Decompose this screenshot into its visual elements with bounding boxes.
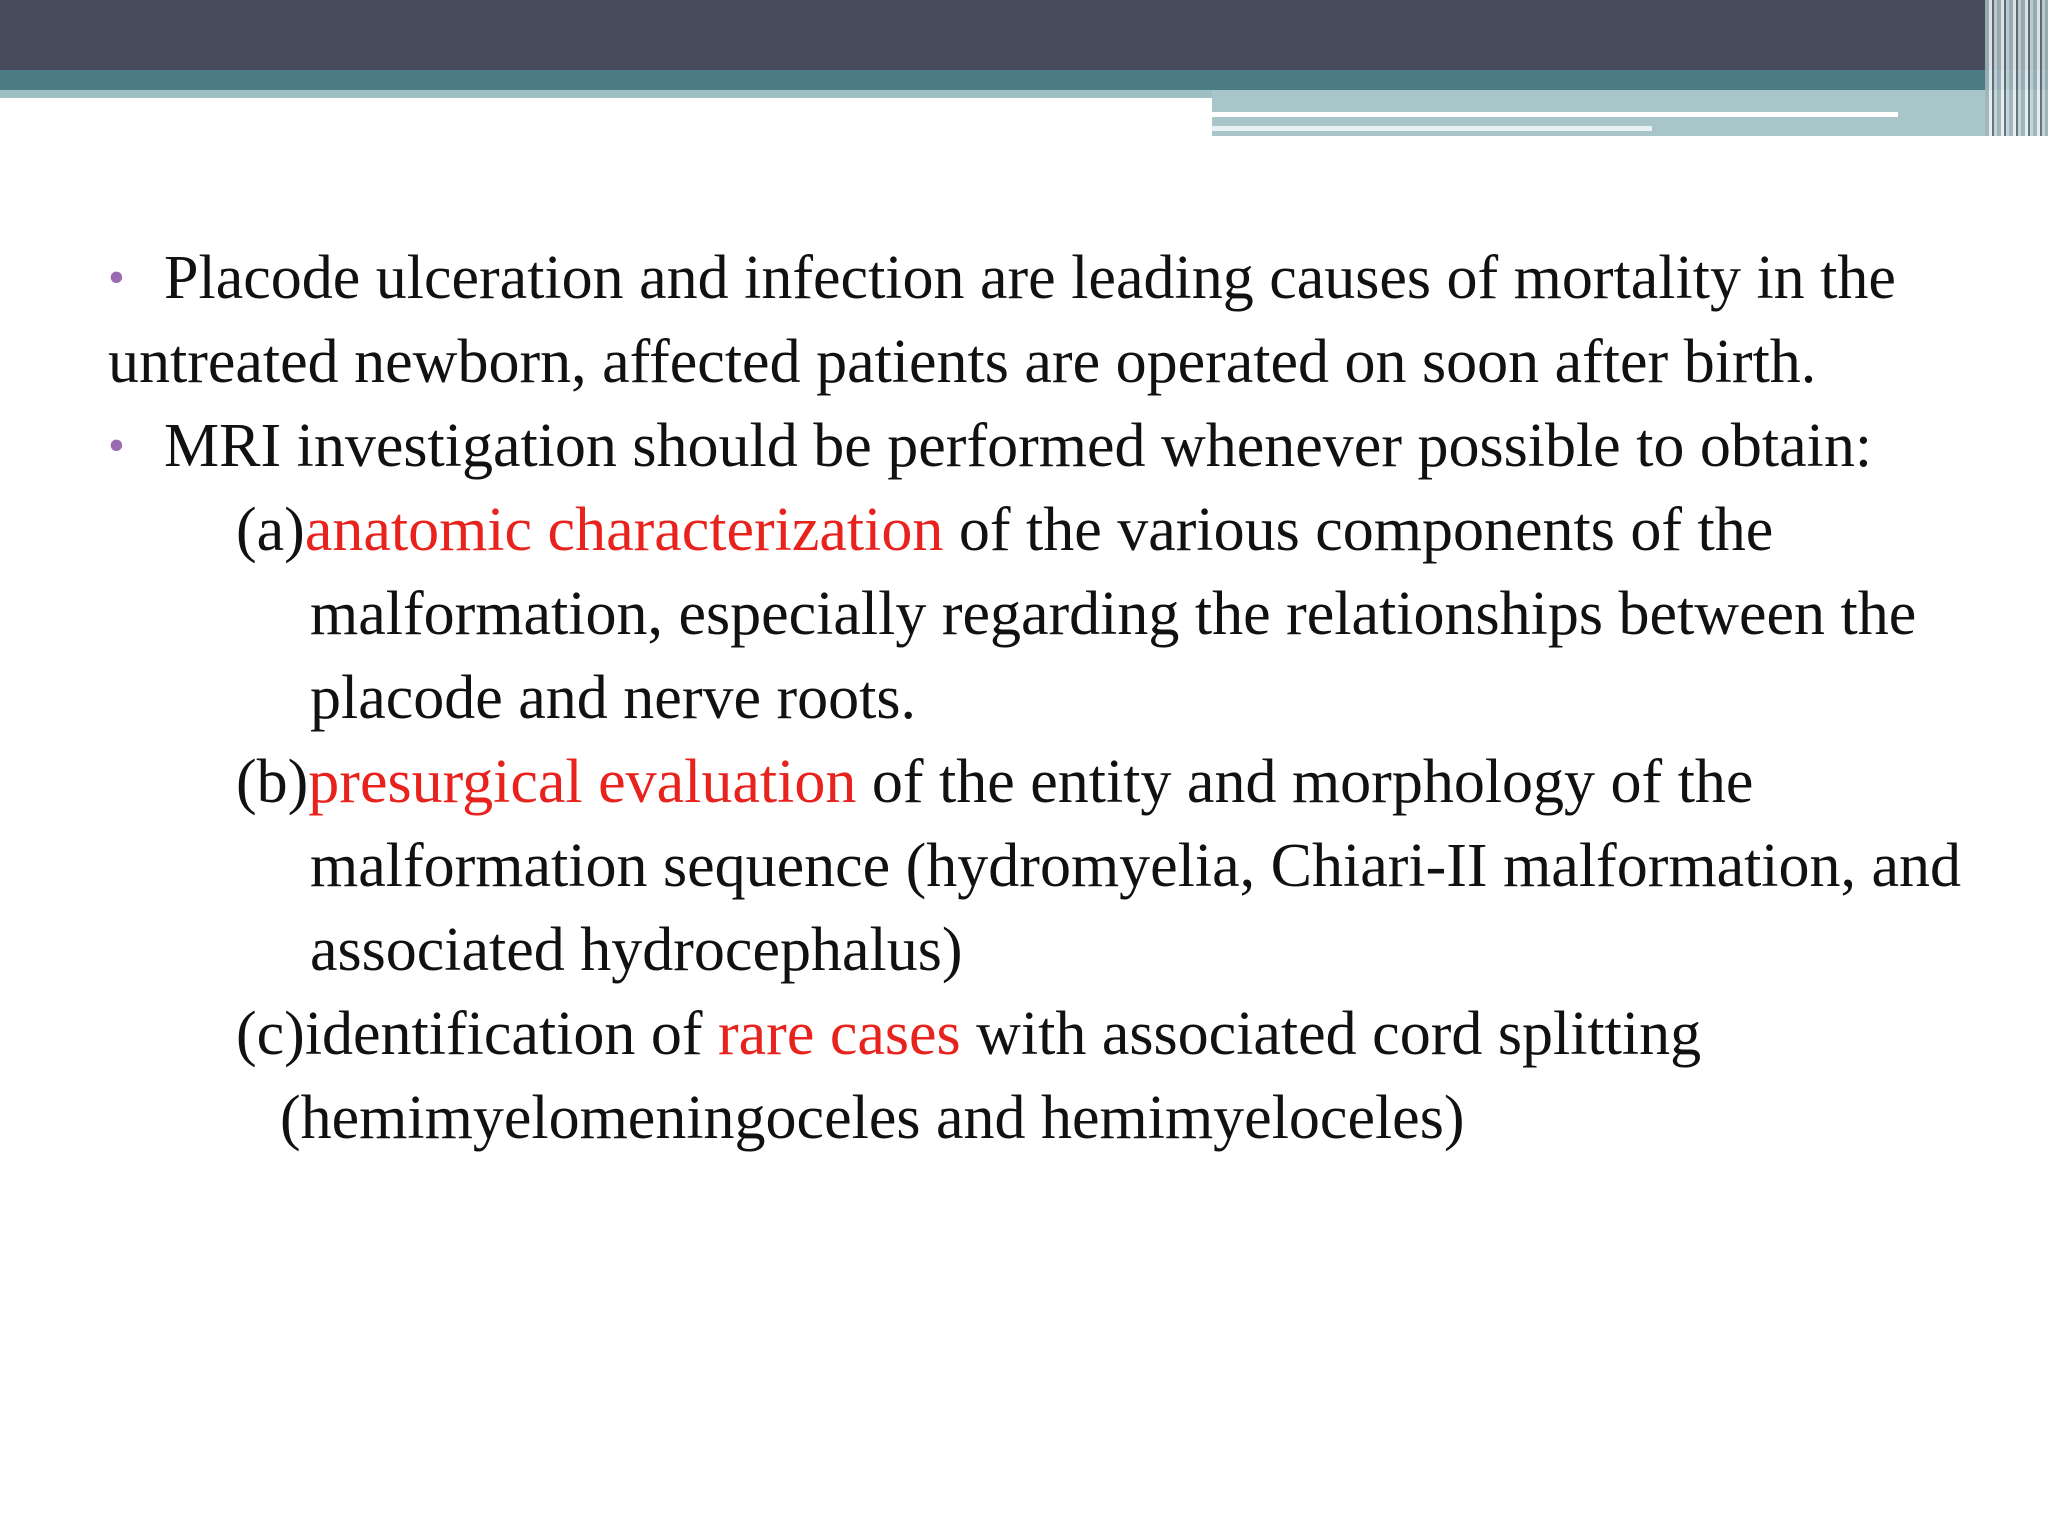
sub-item-a: [108, 488, 1988, 740]
sub-item-c: [108, 992, 1988, 1076]
header-band-dark: [0, 0, 2048, 70]
bullet-icon: •: [108, 251, 125, 304]
bullet-text: Placode ulceration and infection are leading causes of mortality in the untreated newborn, affected patients are operated on soon after birth.: [108, 244, 1896, 396]
sub-item-marker: (b): [236, 748, 309, 816]
sub-item-text: of the various components of the malformation, especially regarding the relationships between the placode and nerve roots.: [310, 496, 1917, 732]
sub-item-text: (hemimyelomeningoceles and hemimyeloceles): [280, 1084, 1465, 1152]
highlight-text: rare cases: [718, 1000, 961, 1068]
sub-item-text: identification of: [304, 1000, 719, 1068]
bullet-item: [108, 404, 1988, 488]
header-band-teal: [0, 70, 2048, 90]
header-accent-line: [1212, 112, 1898, 117]
bullet-item: [108, 236, 1988, 404]
slide-body: [108, 236, 1988, 1160]
header-stripes-decoration: [1985, 0, 2048, 136]
sub-item-c-continuation: [108, 1076, 1988, 1160]
header-band-light-left: [0, 90, 1212, 98]
sub-item-b: [108, 740, 1988, 992]
highlight-text: presurgical evaluation: [308, 748, 857, 816]
bullet-text: MRI investigation should be performed whenever possible to obtain:: [164, 412, 1873, 480]
bullet-icon: •: [108, 419, 125, 472]
sub-item-marker: (c): [236, 1000, 305, 1068]
sub-item-marker: (a): [236, 496, 305, 564]
sub-item-text: of the entity and morphology of the malformation sequence (hydromyelia, Chiari-II malformation, and associated hydrocephalus): [310, 748, 1962, 984]
header-accent-line: [1212, 126, 1652, 131]
sub-item-text: with associated cord splitting: [960, 1000, 1702, 1068]
highlight-text: anatomic characterization: [304, 496, 944, 564]
